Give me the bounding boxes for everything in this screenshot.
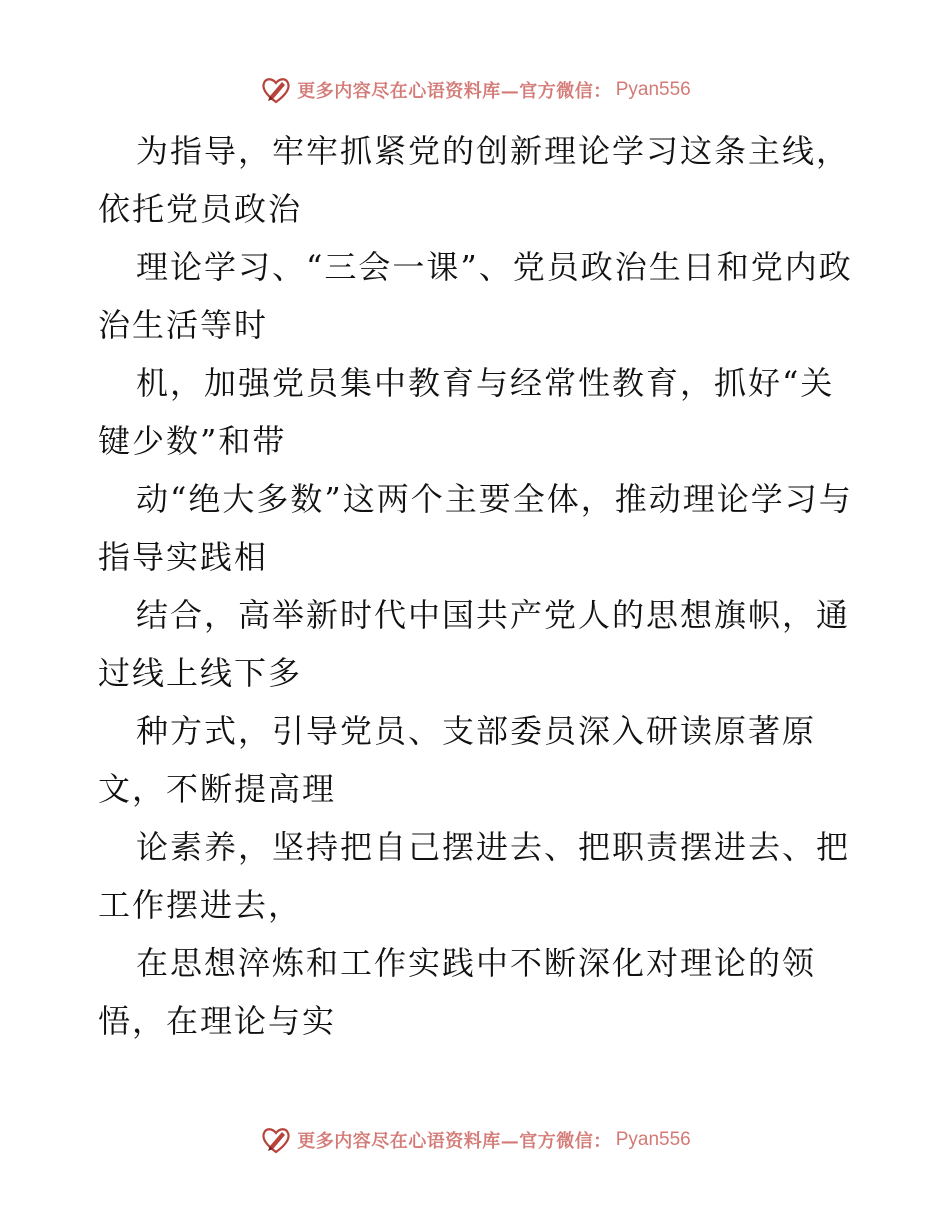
footer-wechat-handle: Pyan556: [615, 1129, 691, 1150]
paragraph-3: 机，加强党员集中教育与经常性教育，抓好“关键少数”和带: [98, 364, 835, 460]
paragraph-2: 理论学习、“三会一课”、党员政治生日和党内政治生活等时: [98, 248, 853, 344]
paragraph-8: 在思想淬炼和工作实践中不断深化对理论的领悟，在理论与实: [98, 944, 817, 1040]
header-watermark: [0, 70, 950, 110]
paragraph-6: 种方式，引导党员、支部委员深入研读原著原文，不断提高理: [98, 712, 817, 808]
paragraph-5: 结合，高举新时代中国共产党人的思想旗帜，通过线上线下多: [98, 596, 851, 692]
heart-pen-logo-icon: [259, 73, 293, 107]
paragraph-1: 为指导，牢牢抓紧党的创新理论学习这条主线，依托党员政治: [98, 132, 851, 228]
paragraph-4: 动“绝大多数”这两个主要全体，推动理论学习与指导实践相: [98, 480, 853, 576]
heart-pen-logo-icon: [259, 1123, 293, 1157]
footer-watermark-text: 更多内容尽在心语资料库—官方微信：: [297, 1131, 612, 1152]
header-wechat-handle: Pyan556: [615, 79, 691, 100]
footer-watermark: [0, 1120, 950, 1160]
header-watermark-text: 更多内容尽在心语资料库—官方微信：: [297, 81, 612, 102]
paragraph-7: 论素养，坚持把自己摆进去、把职责摆进去、把工作摆进去，: [98, 828, 851, 924]
document-body: [98, 122, 858, 1050]
